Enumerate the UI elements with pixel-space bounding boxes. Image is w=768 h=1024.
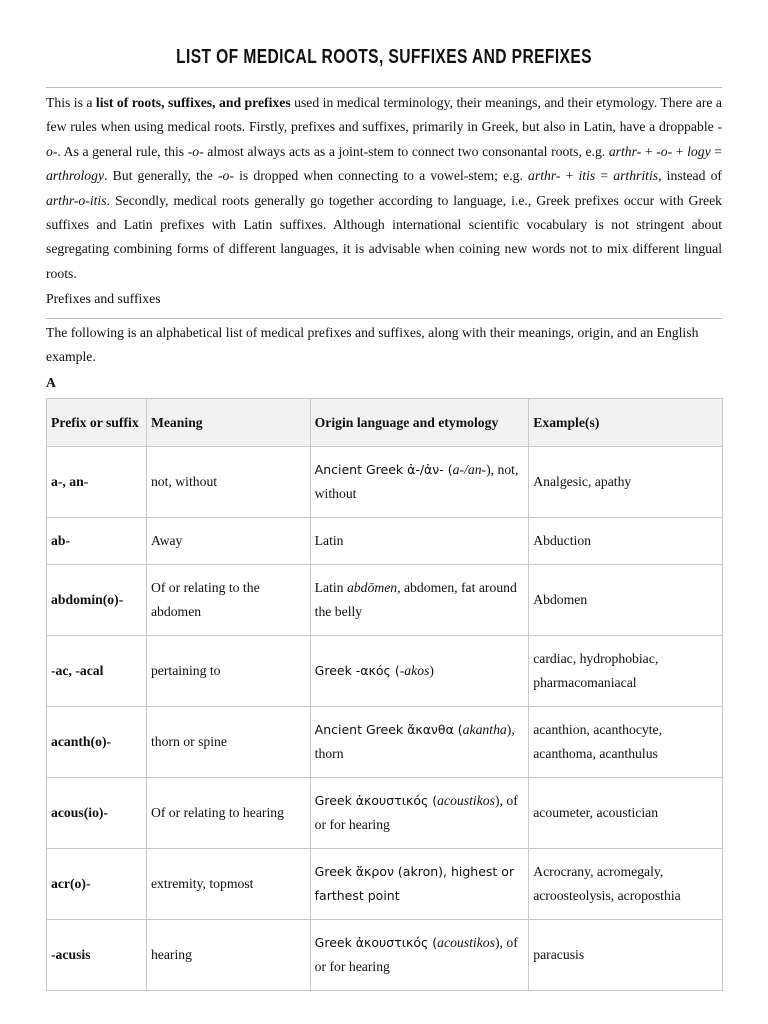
affix-cell: ab- xyxy=(47,518,147,565)
section-divider xyxy=(46,318,722,319)
table-header-row xyxy=(47,399,723,447)
origin-cell: Greek -ακός (-akos) xyxy=(310,636,529,707)
origin-cell: Latin abdōmen, abdomen, fat around the belly xyxy=(310,565,529,636)
affix-cell: -ac, -acal xyxy=(47,636,147,707)
header-origin: Origin language and etymology xyxy=(310,399,529,447)
list-description: The following is an alphabetical list of medical prefixes and suffixes, along with their meanings, origin, and an English example. xyxy=(46,325,699,365)
table-row xyxy=(47,778,723,849)
header-affix: Prefix or suffix xyxy=(47,399,147,447)
origin-cell: Greek ἄκρον (akron), highest or farthest point xyxy=(310,849,529,920)
table-row xyxy=(47,636,723,707)
section-subheading: Prefixes and suffixes xyxy=(46,291,161,306)
meaning-cell: hearing xyxy=(146,920,310,991)
meaning-cell: pertaining to xyxy=(146,636,310,707)
origin-cell: Greek ἀκουστικός (acoustikos), of or for hearing xyxy=(310,920,529,991)
table-row xyxy=(47,920,723,991)
affix-cell: abdomin(o)- xyxy=(47,565,147,636)
table-row xyxy=(47,518,723,565)
example-cell: Analgesic, apathy xyxy=(529,447,723,518)
meaning-cell: Of or relating to the abdomen xyxy=(146,565,310,636)
meaning-cell: extremity, topmost xyxy=(146,849,310,920)
affix-cell: a-, an- xyxy=(47,447,147,518)
example-cell: acoumeter, acoustician xyxy=(529,778,723,849)
header-examples: Example(s) xyxy=(529,399,723,447)
page-title: LIST OF MEDICAL ROOTS, SUFFIXES AND PREFIXES xyxy=(176,46,592,68)
table-row xyxy=(47,707,723,778)
intro-paragraph: This is a list of roots, suffixes, and prefixes used in medical terminology, their meanings, and their etymology. There are a few rules when using medical roots. Firstly, prefixes and suffixes, primarily in Greek, but also in Latin, have a droppable -o-. As a general rule, this -o- almost always acts as a joint-stem to connect two consonantal roots, e.g. arthr- + -o- + logy = arthrology. But generally, the -o- is dropped when connecting to a vowel-stem; e.g. arthr- + itis = arthritis, instead of arthr-o-itis. Secondly, medical roots generally go together according to language, i.e., Greek prefixes occur with Greek suffixes and Latin prefixes with Latin suffixes. Although international scientific vocabulary is not stringent about segregating combining forms of different languages, it is advisable when coining new words not to mix different lingual roots. xyxy=(46,95,722,281)
affix-cell: acous(io)- xyxy=(47,778,147,849)
meaning-cell: Of or relating to hearing xyxy=(146,778,310,849)
title-divider xyxy=(46,87,722,88)
affix-table xyxy=(46,398,723,991)
origin-cell: Greek ἀκουστικός (acoustikos), of or for hearing xyxy=(310,778,529,849)
affix-cell: acanth(o)- xyxy=(47,707,147,778)
example-cell: Abduction xyxy=(529,518,723,565)
table-row xyxy=(47,565,723,636)
meaning-cell: not, without xyxy=(146,447,310,518)
origin-cell: Ancient Greek ἀ-/ἀν- (a-/an-), not, without xyxy=(310,447,529,518)
affix-cell: -acusis xyxy=(47,920,147,991)
meaning-cell: thorn or spine xyxy=(146,707,310,778)
example-cell: acanthion, acanthocyte, acanthoma, acanthulus xyxy=(529,707,723,778)
origin-cell: Ancient Greek ἄκανθα (akantha), thorn xyxy=(310,707,529,778)
header-meaning: Meaning xyxy=(146,399,310,447)
example-cell: Acrocrany, acromegaly, acroosteolysis, acroposthia xyxy=(529,849,723,920)
example-cell: cardiac, hydrophobiac, pharmacomaniacal xyxy=(529,636,723,707)
section-letter: A xyxy=(46,375,56,390)
table-row xyxy=(47,447,723,518)
example-cell: Abdomen xyxy=(529,565,723,636)
example-cell: paracusis xyxy=(529,920,723,991)
affix-cell: acr(o)- xyxy=(47,849,147,920)
meaning-cell: Away xyxy=(146,518,310,565)
table-row xyxy=(47,849,723,920)
origin-cell: Latin xyxy=(310,518,529,565)
